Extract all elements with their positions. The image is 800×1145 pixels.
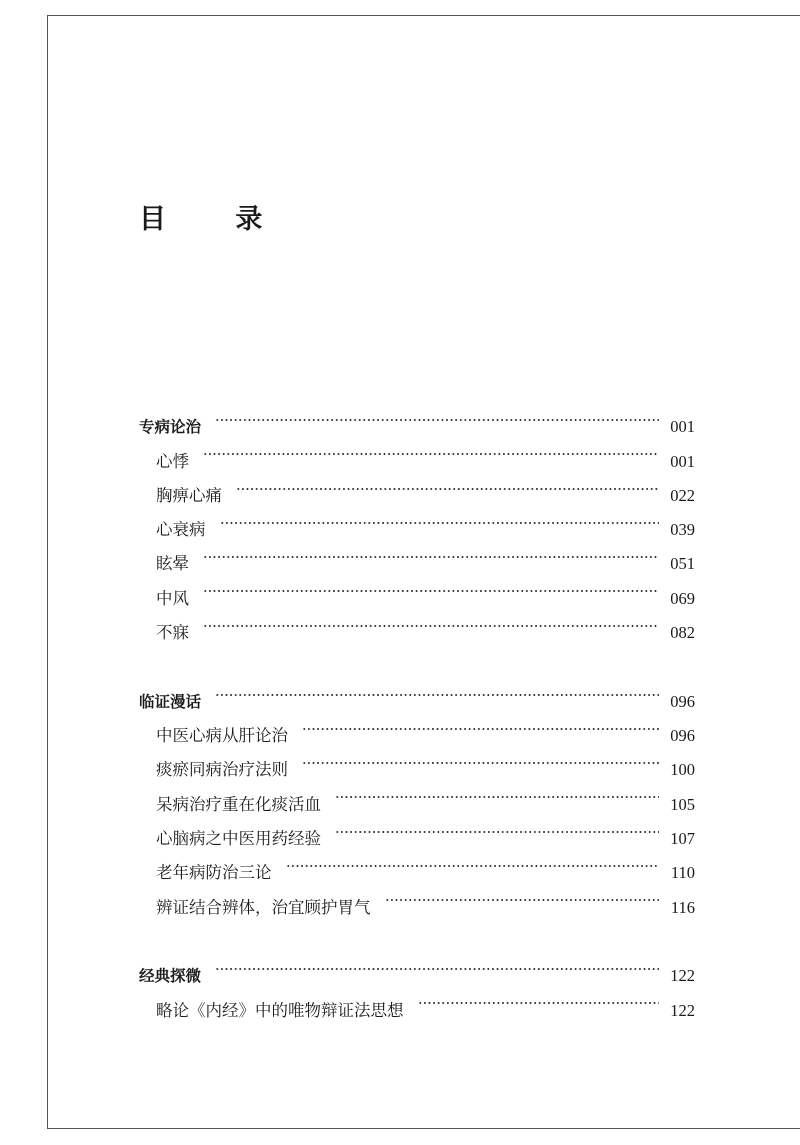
page-number: 105 (670, 794, 695, 814)
page-number: 122 (670, 966, 695, 986)
page-number: 022 (670, 485, 695, 505)
dot-leader (335, 775, 659, 809)
dot-leader (302, 741, 659, 775)
dot-leader (215, 947, 659, 981)
entry-title: 不寐 (156, 623, 189, 643)
dot-leader (385, 878, 660, 912)
toc-entry[interactable] (139, 604, 695, 643)
dot-leader (215, 398, 659, 432)
dot-leader (203, 535, 659, 569)
entry-title: 呆病治疗重在化痰活血 (156, 794, 321, 814)
page-number: 100 (670, 760, 695, 780)
dot-leader (203, 604, 659, 638)
dot-leader (203, 569, 659, 603)
toc-entry[interactable] (139, 569, 695, 608)
section-title: 临证漫话 (139, 692, 202, 711)
toc-section-heading[interactable] (139, 398, 695, 437)
toc-entry[interactable] (139, 501, 695, 540)
dot-leader (302, 707, 659, 741)
page-number: 001 (670, 451, 695, 471)
toc-entry[interactable] (139, 535, 695, 574)
page-number: 001 (670, 417, 695, 437)
dot-leader (220, 501, 660, 535)
entry-title: 中风 (156, 588, 189, 608)
entry-title: 眩晕 (156, 554, 189, 574)
entry-title: 心悸 (156, 451, 189, 471)
entry-title: 老年病防治三论 (156, 863, 272, 883)
dot-leader (418, 981, 660, 1015)
dot-leader (335, 810, 659, 844)
section-title: 专病论治 (139, 418, 202, 437)
section-title: 经典探微 (139, 967, 202, 986)
page-number: 082 (670, 623, 695, 643)
entry-title: 胸痹心痛 (156, 485, 222, 505)
toc-entry[interactable] (139, 467, 695, 505)
toc-entry[interactable] (139, 432, 695, 471)
dot-leader (203, 432, 659, 466)
page-number: 051 (670, 554, 695, 574)
dot-leader (236, 467, 659, 501)
page-number: 116 (670, 897, 695, 917)
page-number: 107 (670, 829, 695, 849)
page-number: 039 (670, 520, 695, 540)
page-number: 096 (670, 691, 695, 711)
toc-entry[interactable] (139, 707, 695, 746)
toc-section-heading[interactable] (139, 947, 695, 986)
entry-title: 中医心病从肝论治 (156, 726, 288, 746)
entry-title: 辨证结合辨体，治宜顾护胃气 (156, 897, 371, 917)
dot-leader (286, 844, 660, 878)
toc-section (139, 398, 695, 643)
toc-entry[interactable] (139, 981, 695, 1020)
toc-section (139, 673, 695, 917)
page-number: 096 (670, 726, 695, 746)
entry-title: 痰瘀同病治疗法则 (156, 760, 288, 780)
page-number: 122 (670, 1000, 695, 1020)
dot-leader (215, 673, 659, 707)
page-number: 110 (670, 863, 695, 883)
entry-title: 略论《内经》中的唯物辩证法思想 (156, 1000, 404, 1020)
page-number: 069 (670, 588, 695, 608)
toc-section (139, 947, 695, 1020)
page-title: 目 录 (139, 204, 293, 235)
entry-title: 心脑病之中医用药经验 (156, 829, 321, 849)
toc-section-heading[interactable] (139, 673, 695, 711)
entry-title: 心衰病 (156, 520, 206, 540)
table-of-contents (139, 398, 695, 1020)
